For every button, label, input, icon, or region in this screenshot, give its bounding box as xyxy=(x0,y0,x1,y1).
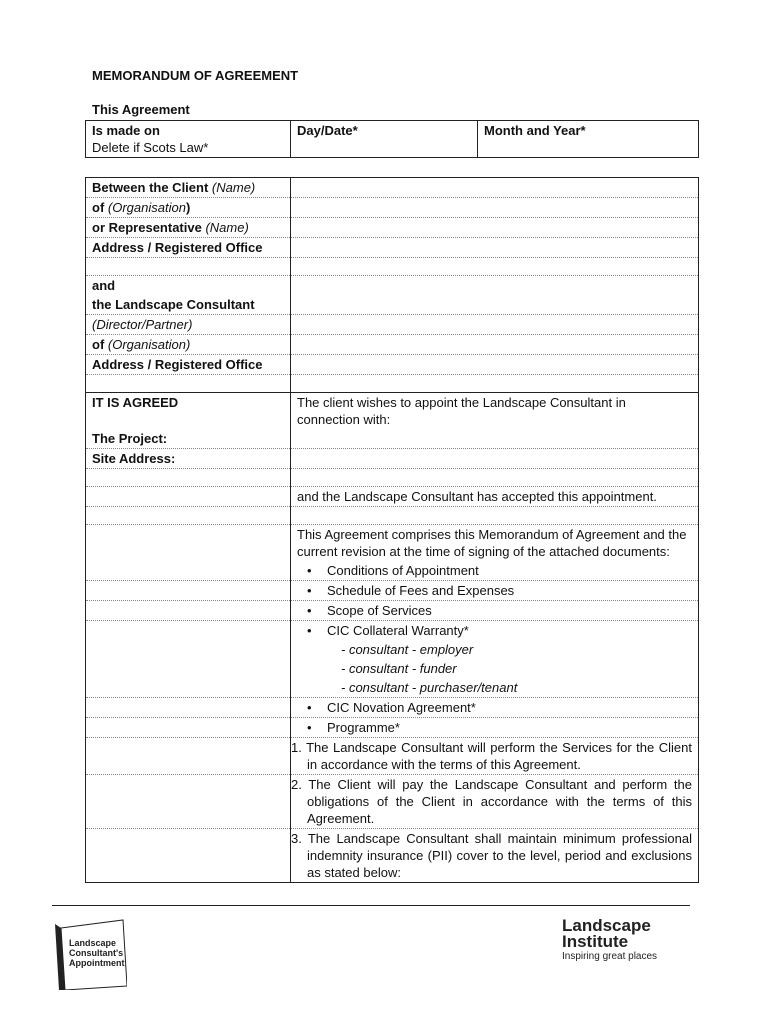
agreement-main-table xyxy=(85,177,699,883)
agreement-date-table xyxy=(85,120,699,158)
spacer-cell xyxy=(86,775,291,829)
spacer-cell xyxy=(86,469,291,487)
doc-programme: • Programme* xyxy=(291,718,699,738)
spacer-cell xyxy=(86,258,291,276)
client-name-label xyxy=(86,178,291,198)
it-is-agreed-label: IT IS AGREED xyxy=(86,393,291,430)
spacer-cell xyxy=(86,738,291,775)
footer-divider xyxy=(52,905,690,906)
doc-conditions: • Conditions of Appointment xyxy=(291,561,699,581)
warranty-purchaser: - consultant - purchaser/tenant xyxy=(291,678,699,698)
client-org-label xyxy=(86,198,291,218)
client-address-field[interactable] xyxy=(291,238,699,258)
client-name-hint: (Name) xyxy=(211,180,256,195)
logo-tagline: Inspiring great places xyxy=(562,951,658,962)
project-field[interactable] xyxy=(291,429,699,449)
client-address-label: Address / Registered Office xyxy=(86,238,291,258)
consultant-address-label: Address / Registered Office xyxy=(86,355,291,375)
spacer-cell xyxy=(86,561,291,581)
consultant-org-field[interactable] xyxy=(291,335,699,355)
consultant-address-field[interactable] xyxy=(291,355,699,375)
consultant-field[interactable] xyxy=(291,295,699,315)
consultant-org-label xyxy=(86,335,291,355)
logo-line-1: Landscape xyxy=(562,916,651,935)
site-address-field[interactable] xyxy=(291,449,699,469)
day-date-field[interactable]: Day/Date* xyxy=(291,121,478,158)
spacer-cell xyxy=(86,698,291,718)
director-hint: (Director/Partner) xyxy=(86,315,291,335)
spacer-cell xyxy=(86,640,291,659)
spacer-cell xyxy=(86,525,291,562)
clause-1: 1. The Landscape Consultant will perform the Services for the Client in accordance with the terms of this Agreement. xyxy=(291,738,699,775)
org-hint-2: (Organisation) xyxy=(107,337,191,352)
spacer-cell xyxy=(86,829,291,883)
landscape-institute-logo xyxy=(562,918,657,962)
delete-note: Delete if Scots Law* xyxy=(92,140,209,155)
org-hint: (Organisation xyxy=(107,200,186,215)
spacer-cell xyxy=(86,601,291,621)
logo-line-2: Institute xyxy=(562,932,629,951)
made-on-label: Is made on xyxy=(92,123,160,138)
blank-cell xyxy=(291,507,699,525)
warranty-funder: - consultant - funder xyxy=(291,659,699,678)
rep-label: or Representative xyxy=(92,220,202,235)
doc-warranty: • CIC Collateral Warranty* xyxy=(291,621,699,641)
made-on-cell xyxy=(86,121,291,158)
director-field[interactable] xyxy=(291,315,699,335)
client-org-field[interactable] xyxy=(291,198,699,218)
of-label-2: of xyxy=(92,337,105,352)
doc-novation: • CIC Novation Agreement* xyxy=(291,698,699,718)
site-address-label: Site Address: xyxy=(86,449,291,469)
spacer-cell xyxy=(86,581,291,601)
consultant-label: the Landscape Consultant xyxy=(92,297,255,312)
spacer-cell xyxy=(86,375,291,393)
spacer-cell xyxy=(86,507,291,525)
spacer-cell xyxy=(86,659,291,678)
project-label: The Project: xyxy=(92,431,168,446)
badge-line-3: Appointment xyxy=(69,958,125,968)
of-label: of xyxy=(92,200,105,215)
spacer-cell xyxy=(86,718,291,738)
doc-schedule: • Schedule of Fees and Expenses xyxy=(291,581,699,601)
month-year-field[interactable]: Month and Year* xyxy=(478,121,699,158)
appoint-intro: The client wishes to appoint the Landscape Consultant in connection with: xyxy=(291,393,699,430)
spacer-cell xyxy=(86,621,291,641)
badge-line-2: Consultant's xyxy=(69,948,124,958)
agreement-label: This Agreement xyxy=(92,102,190,117)
client-address-field-2[interactable] xyxy=(291,258,699,276)
client-name-field[interactable] xyxy=(291,178,699,198)
consultant-address-field-2[interactable] xyxy=(291,375,699,393)
clause-2: 2. The Client will pay the Landscape Consultant and perform the obligations of the Client in accordance with the terms of this Agreement. xyxy=(291,775,699,829)
accepted-text: and the Landscape Consultant has accepted this appointment. xyxy=(291,487,699,507)
badge-line-1: Landscape xyxy=(69,938,117,948)
document-title: MEMORANDUM OF AGREEMENT xyxy=(92,68,299,83)
spacer-cell xyxy=(86,678,291,698)
representative-label xyxy=(86,218,291,238)
warranty-employer: - consultant - employer xyxy=(291,640,699,659)
consultants-appointment-badge xyxy=(55,918,127,990)
comprises-text: This Agreement comprises this Memorandum of Agreement and the current revision at the time of signing of the attached documents: xyxy=(291,525,699,562)
client-label: Between the Client xyxy=(92,180,209,195)
site-address-field-2[interactable] xyxy=(291,469,699,487)
clause-3: 3. The Landscape Consultant shall maintain minimum professional indemnity insurance (PII) cover to the level, period and exclusions as stated below: xyxy=(291,829,699,883)
org-close: ) xyxy=(185,200,191,215)
rep-name-hint: (Name) xyxy=(205,220,249,235)
spacer-cell xyxy=(86,487,291,507)
and-field[interactable] xyxy=(291,276,699,296)
representative-field[interactable] xyxy=(291,218,699,238)
doc-scope: • Scope of Services xyxy=(291,601,699,621)
and-label: and xyxy=(86,276,291,296)
